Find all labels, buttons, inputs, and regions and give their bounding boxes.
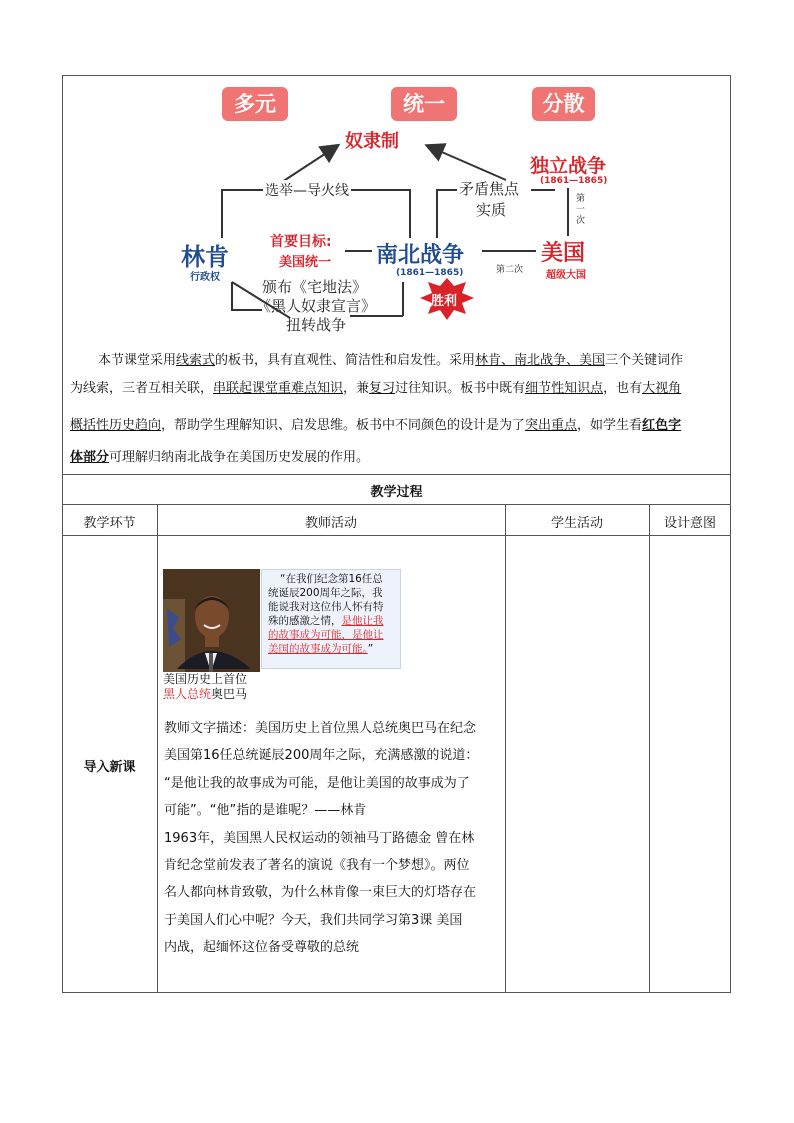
teacher-activity-text: 教师文字描述：美国历史上首位黑人总统奥巴马在纪念 美国第16任总统诞辰200周年之际，充满感激的说道： “是他让我的故事成为可能，是他让美国的故事成为了 可能”。“他”指的是谁呢？——林肯 1963年，美国黑人民权运动的领袖马丁路德金 曾在林 肯纪念堂前发表了著名的演说《我有一个梦想》。两位 名人都向林肯致敬，为什么林肯像一束巨大的灯塔存在 于美国人们心中呢？今天，我们共同学习第3课 美国 内战，起缅怀这位备受尊敬的总统 — [164, 721, 479, 956]
row-divider — [63, 535, 730, 536]
pill-diverse: 多元 — [222, 87, 288, 121]
board-description-4: 体部分可理解归纳南北战争在美国历史发展的作用。 — [70, 450, 370, 465]
obama-figure — [163, 569, 401, 705]
photo-caption: 美国历史上首位 黑人总统奥巴马 — [163, 672, 248, 701]
election-fuse-label: 选举—导火线 — [263, 180, 351, 200]
board-description-2: 为线索，三者互相关联，串联起课堂重难点知识，兼复习过往知识。板书中既有细节性知识点，也有大视角 — [70, 381, 682, 396]
pill-unified: 统一 — [391, 87, 457, 121]
board-connectors — [0, 0, 794, 340]
col-divider — [649, 504, 650, 993]
civil-war-years-label: (1861—1865) — [396, 268, 464, 278]
victory-label: 胜利 — [431, 294, 458, 309]
col-divider — [157, 504, 158, 993]
emancipation-label: 《黑人奴隶宣言》 — [256, 297, 377, 315]
civil-war-label: 南北战争 — [376, 243, 465, 268]
section-title: 教学过程 — [370, 485, 423, 500]
primary-goal-label: 首要目标: — [270, 234, 332, 250]
row-divider — [63, 474, 730, 475]
stage-intro: 导入新课 — [83, 760, 136, 775]
header-stage: 教学环节 — [83, 516, 136, 531]
col-divider — [505, 504, 506, 993]
board-description: 本节课堂采用线索式的板书，具有直观性、简洁性和启发性。采用林肯、南北战争、美国三个关键词作 — [98, 353, 684, 368]
essence-label: 实质 — [476, 201, 507, 219]
superpower-label: 超级大国 — [546, 270, 586, 281]
second-time-label: 第二次 — [496, 265, 524, 275]
homestead-label: 颁布《宅地法》 — [262, 278, 368, 296]
lincoln-label: 林肯 — [181, 243, 229, 271]
first-time-label: 第一次 — [576, 194, 586, 226]
obama-photo — [163, 569, 260, 672]
row-divider — [63, 504, 730, 505]
contradiction-label: 矛盾焦点 — [459, 180, 520, 198]
pill-scattered: 分散 — [532, 87, 595, 121]
header-student: 学生活动 — [550, 516, 603, 531]
executive-power-label: 行政权 — [190, 272, 220, 283]
header-teacher: 教师活动 — [304, 516, 357, 531]
turn-war-label: 扭转战争 — [286, 316, 347, 334]
primary-goal-label-2: 美国统一 — [279, 255, 332, 270]
quote-box: “在我们纪念第16任总 统诞辰200周年之际，我 能说我对这位伟人怀有特 殊的感激之情，是他让我 的故事成为可能，是他让 美国的故事成为可能。” — [261, 569, 401, 669]
board-description-3: 概括性历史趋向，帮助学生理解知识、启发思维。板书中不同颜色的设计是为了突出重点，如学生看红色字 — [70, 418, 682, 433]
independence-years-label: (1861—1865) — [540, 176, 608, 186]
usa-label: 美国 — [541, 241, 586, 266]
slavery-label: 奴隶制 — [345, 131, 399, 152]
header-design: 设计意图 — [663, 516, 716, 531]
portrait-image — [163, 569, 260, 672]
independence-war-label: 独立战争 — [530, 155, 607, 177]
